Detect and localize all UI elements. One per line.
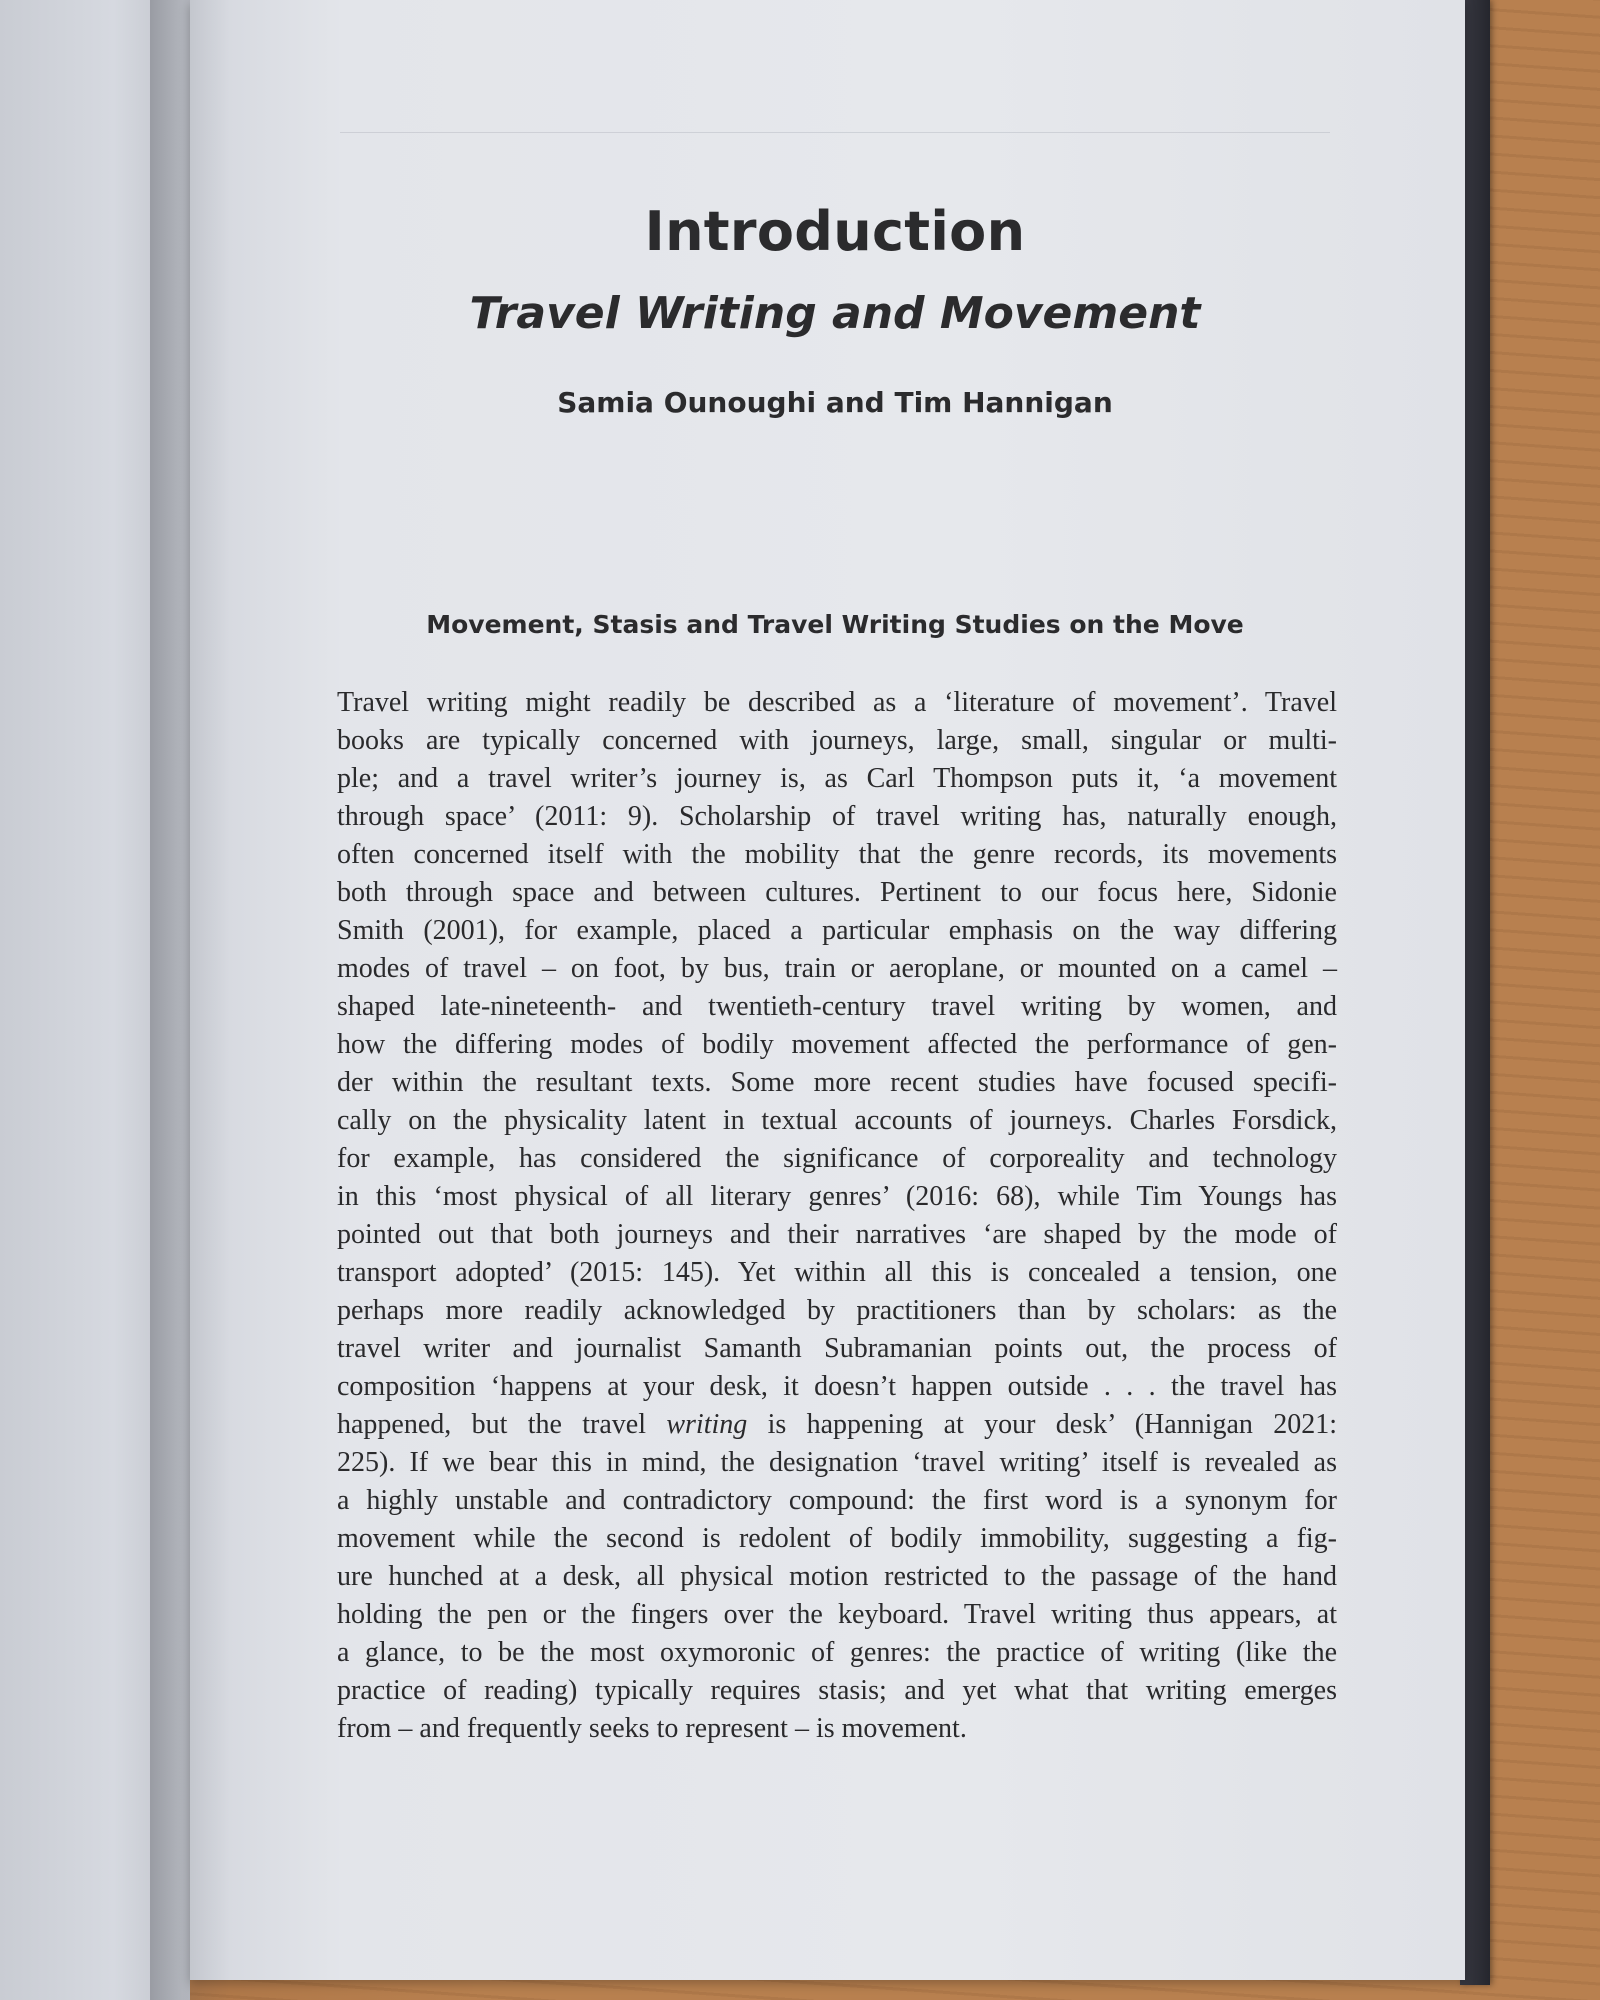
- body-line: modes of travel – on foot, by bus, train or aeroplane, or mounted on a camel –: [337, 953, 1337, 984]
- body-line: pointed out that both journeys and their narratives ‘are shaped by the mode of: [337, 1219, 1337, 1250]
- body-paragraph: [337, 684, 1337, 1748]
- body-line: through space’ (2011: 9). Scholarship of travel writing has, naturally enough,: [337, 801, 1337, 832]
- body-line: cally on the physicality latent in textual accounts of journeys. Charles Forsdick,: [337, 1105, 1337, 1136]
- body-line-segment: is happening at your desk’ (Hannigan 2021:: [747, 1409, 1337, 1440]
- body-line-segment: happened, but the travel: [337, 1409, 667, 1440]
- left-page-edge: [0, 0, 190, 2000]
- body-line: a glance, to be the most oxymoronic of genres: the practice of writing (like the: [337, 1637, 1337, 1668]
- left-page-faint-text: [60, 250, 190, 287]
- body-line: both through space and between cultures. Pertinent to our focus here, Sidonie: [337, 877, 1337, 908]
- body-line: 225). If we bear this in mind, the designation ‘travel writing’ itself is revealed as: [337, 1447, 1337, 1478]
- body-line: ure hunched at a desk, all physical motion restricted to the passage of the hand: [337, 1561, 1337, 1592]
- body-line: books are typically concerned with journeys, large, small, singular or multi-: [337, 725, 1337, 756]
- body-line: travel writer and journalist Samanth Subramanian points out, the process of: [337, 1333, 1337, 1364]
- body-line: for example, has considered the significance of corporeality and technology: [337, 1143, 1337, 1174]
- body-line: how the differing modes of bodily movement affected the performance of gen-: [337, 1029, 1337, 1060]
- body-line: movement while the second is redolent of bodily immobility, suggesting a fig-: [337, 1523, 1337, 1554]
- body-line: [337, 1406, 1337, 1444]
- body-line: shaped late-nineteenth- and twentieth-century travel writing by women, and: [337, 991, 1337, 1022]
- body-line: perhaps more readily acknowledged by practitioners than by scholars: as the: [337, 1295, 1337, 1326]
- chapter-title: Introduction: [644, 200, 1026, 263]
- body-line: composition ‘happens at your desk, it doesn’t happen outside . . . the travel has: [337, 1371, 1337, 1402]
- body-line: ple; and a travel writer’s journey is, as Carl Thompson puts it, ‘a movement: [337, 763, 1337, 794]
- section-heading: Movement, Stasis and Travel Writing Studies on the Move: [426, 610, 1244, 639]
- emphasized-word: writing: [666, 1409, 748, 1440]
- chapter-subtitle: Travel Writing and Movement: [469, 288, 1201, 339]
- body-line: Travel writing might readily be described as a ‘literature of movement’. Travel: [337, 687, 1337, 718]
- body-line: der within the resultant texts. Some more recent studies have focused specifi-: [337, 1067, 1337, 1098]
- chapter-authors: Samia Ounoughi and Tim Hannigan: [557, 386, 1113, 419]
- body-line: from – and frequently seeks to represent – is movement.: [337, 1713, 967, 1744]
- body-line: holding the pen or the fingers over the keyboard. Travel writing thus appears, at: [337, 1599, 1337, 1630]
- body-line: transport adopted’ (2015: 145). Yet within all this is concealed a tension, one: [337, 1257, 1337, 1288]
- body-line: practice of reading) typically requires stasis; and yet what that writing emerges: [337, 1675, 1337, 1706]
- body-line: Smith (2001), for example, placed a particular emphasis on the way differing: [337, 915, 1337, 946]
- running-header-rule: [340, 132, 1330, 133]
- body-line: a highly unstable and contradictory compound: the first word is a synonym for: [337, 1485, 1337, 1516]
- body-line: often concerned itself with the mobility that the genre records, its movements: [337, 839, 1337, 870]
- body-line: in this ‘most physical of all literary genres’ (2016: 68), while Tim Youngs has: [337, 1181, 1337, 1212]
